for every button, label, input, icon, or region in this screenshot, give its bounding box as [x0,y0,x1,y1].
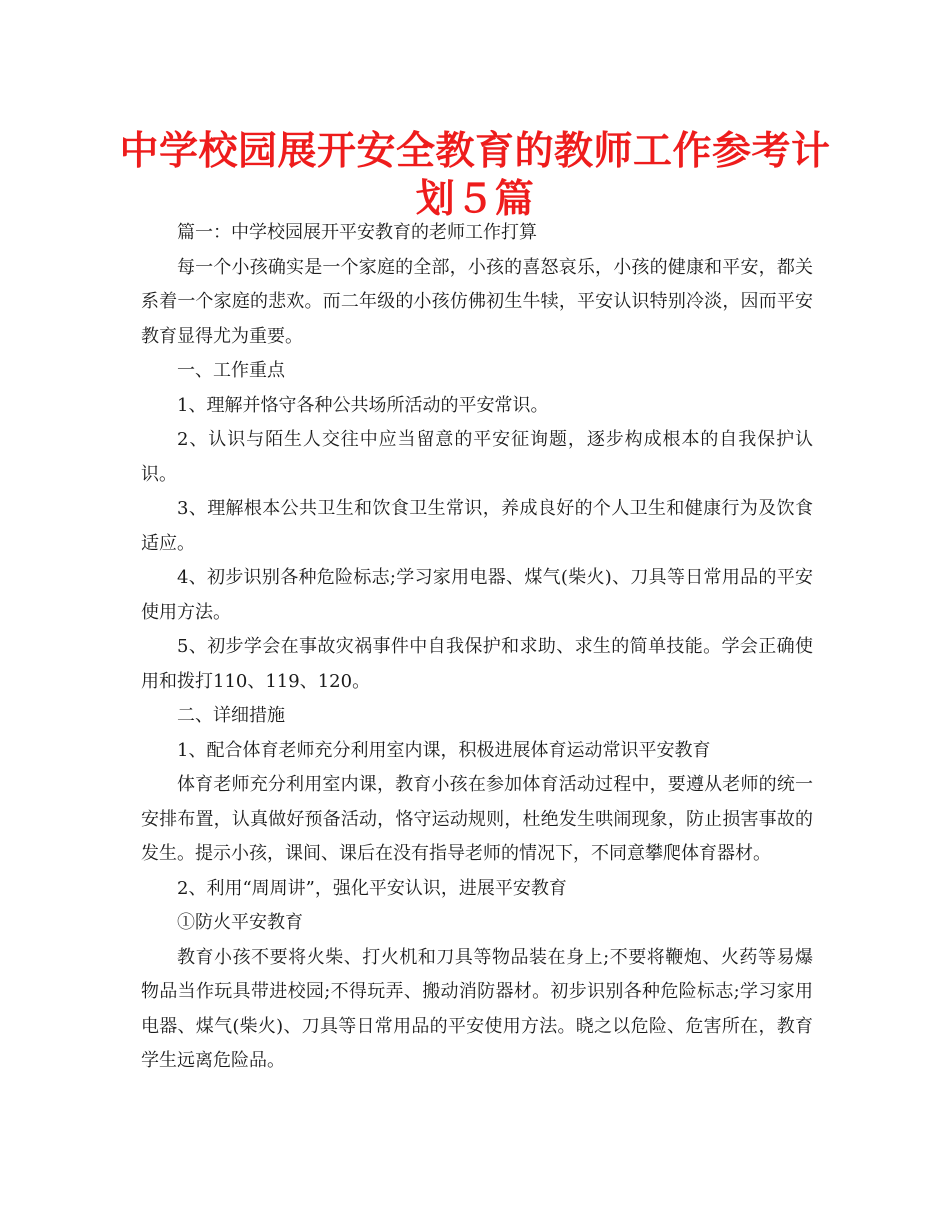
fire-safety-detail: 教育小孩不要将火柴、打火机和刀具等物品装在身上;不要将鞭炮、火药等易爆物品当作玩具带进校园;不得玩弄、搬动消防器材。初步识别各种危险标志;学习家用电器、煤气(柴火)、刀具等日常用品的平安使用方法。晓之以危险、危害所在，教育学生远离危险品。 [141,946,813,1071]
section-heading-measures: 二、详细措施 [177,705,285,726]
focus-item-3: 3、理解根本公共卫生和饮食卫生常识，养成良好的个人卫生和健康行为及饮食适应。 [141,498,813,554]
intro-paragraph: 每一个小孩确实是一个家庭的全部，小孩的喜怒哀乐，小孩的健康和平安，都关系着一个家庭的悲欢。而二年级的小孩仿佛初生牛犊，平安认识特别冷淡，因而平安教育显得尤为重要。 [141,256,813,347]
document-body [141,216,813,1079]
focus-item-1: 1、理解并恪守各种公共场所活动的平安常识。 [177,394,549,416]
measure-item-2: 2、利用“周周讲”，强化平安认识，进展平安教育 [177,877,567,899]
section-heading-work-focus: 一、工作重点 [177,360,285,381]
fire-safety-heading: ①防火平安教育 [177,912,303,933]
focus-item-2: 2、认识与陌生人交往中应当留意的平安征询题，逐步构成根本的自我保护认识。 [141,429,813,485]
measure-item-1: 1、配合体育老师充分利用室内课，积极进展体育运动常识平安教育 [177,739,711,761]
document-title: 中学校园展开安全教育的教师工作参考计划５篇 [119,129,831,222]
focus-item-4: 4、初步识别各种危险标志;学习家用电器、煤气(柴火)、刀具等日常用品的平安使用方法。 [141,567,813,623]
section-heading-part-one: 篇一：中学校园展开平安教育的老师工作打算 [177,222,537,243]
focus-item-5: 5、初步学会在事故灾祸事件中自我保护和求助、求生的简单技能。学会正确使用和拨打110、119、120。 [141,636,813,692]
measure-1-detail: 体育老师充分利用室内课，教育小孩在参加体育活动过程中，要遵从老师的统一安排布置，认真做好预备活动，恪守运动规则，杜绝发生哄闹现象，防止损害事故的发生。提示小孩，课间、课后在没有指导老师的情况下，不同意攀爬体育器材。 [141,774,813,864]
